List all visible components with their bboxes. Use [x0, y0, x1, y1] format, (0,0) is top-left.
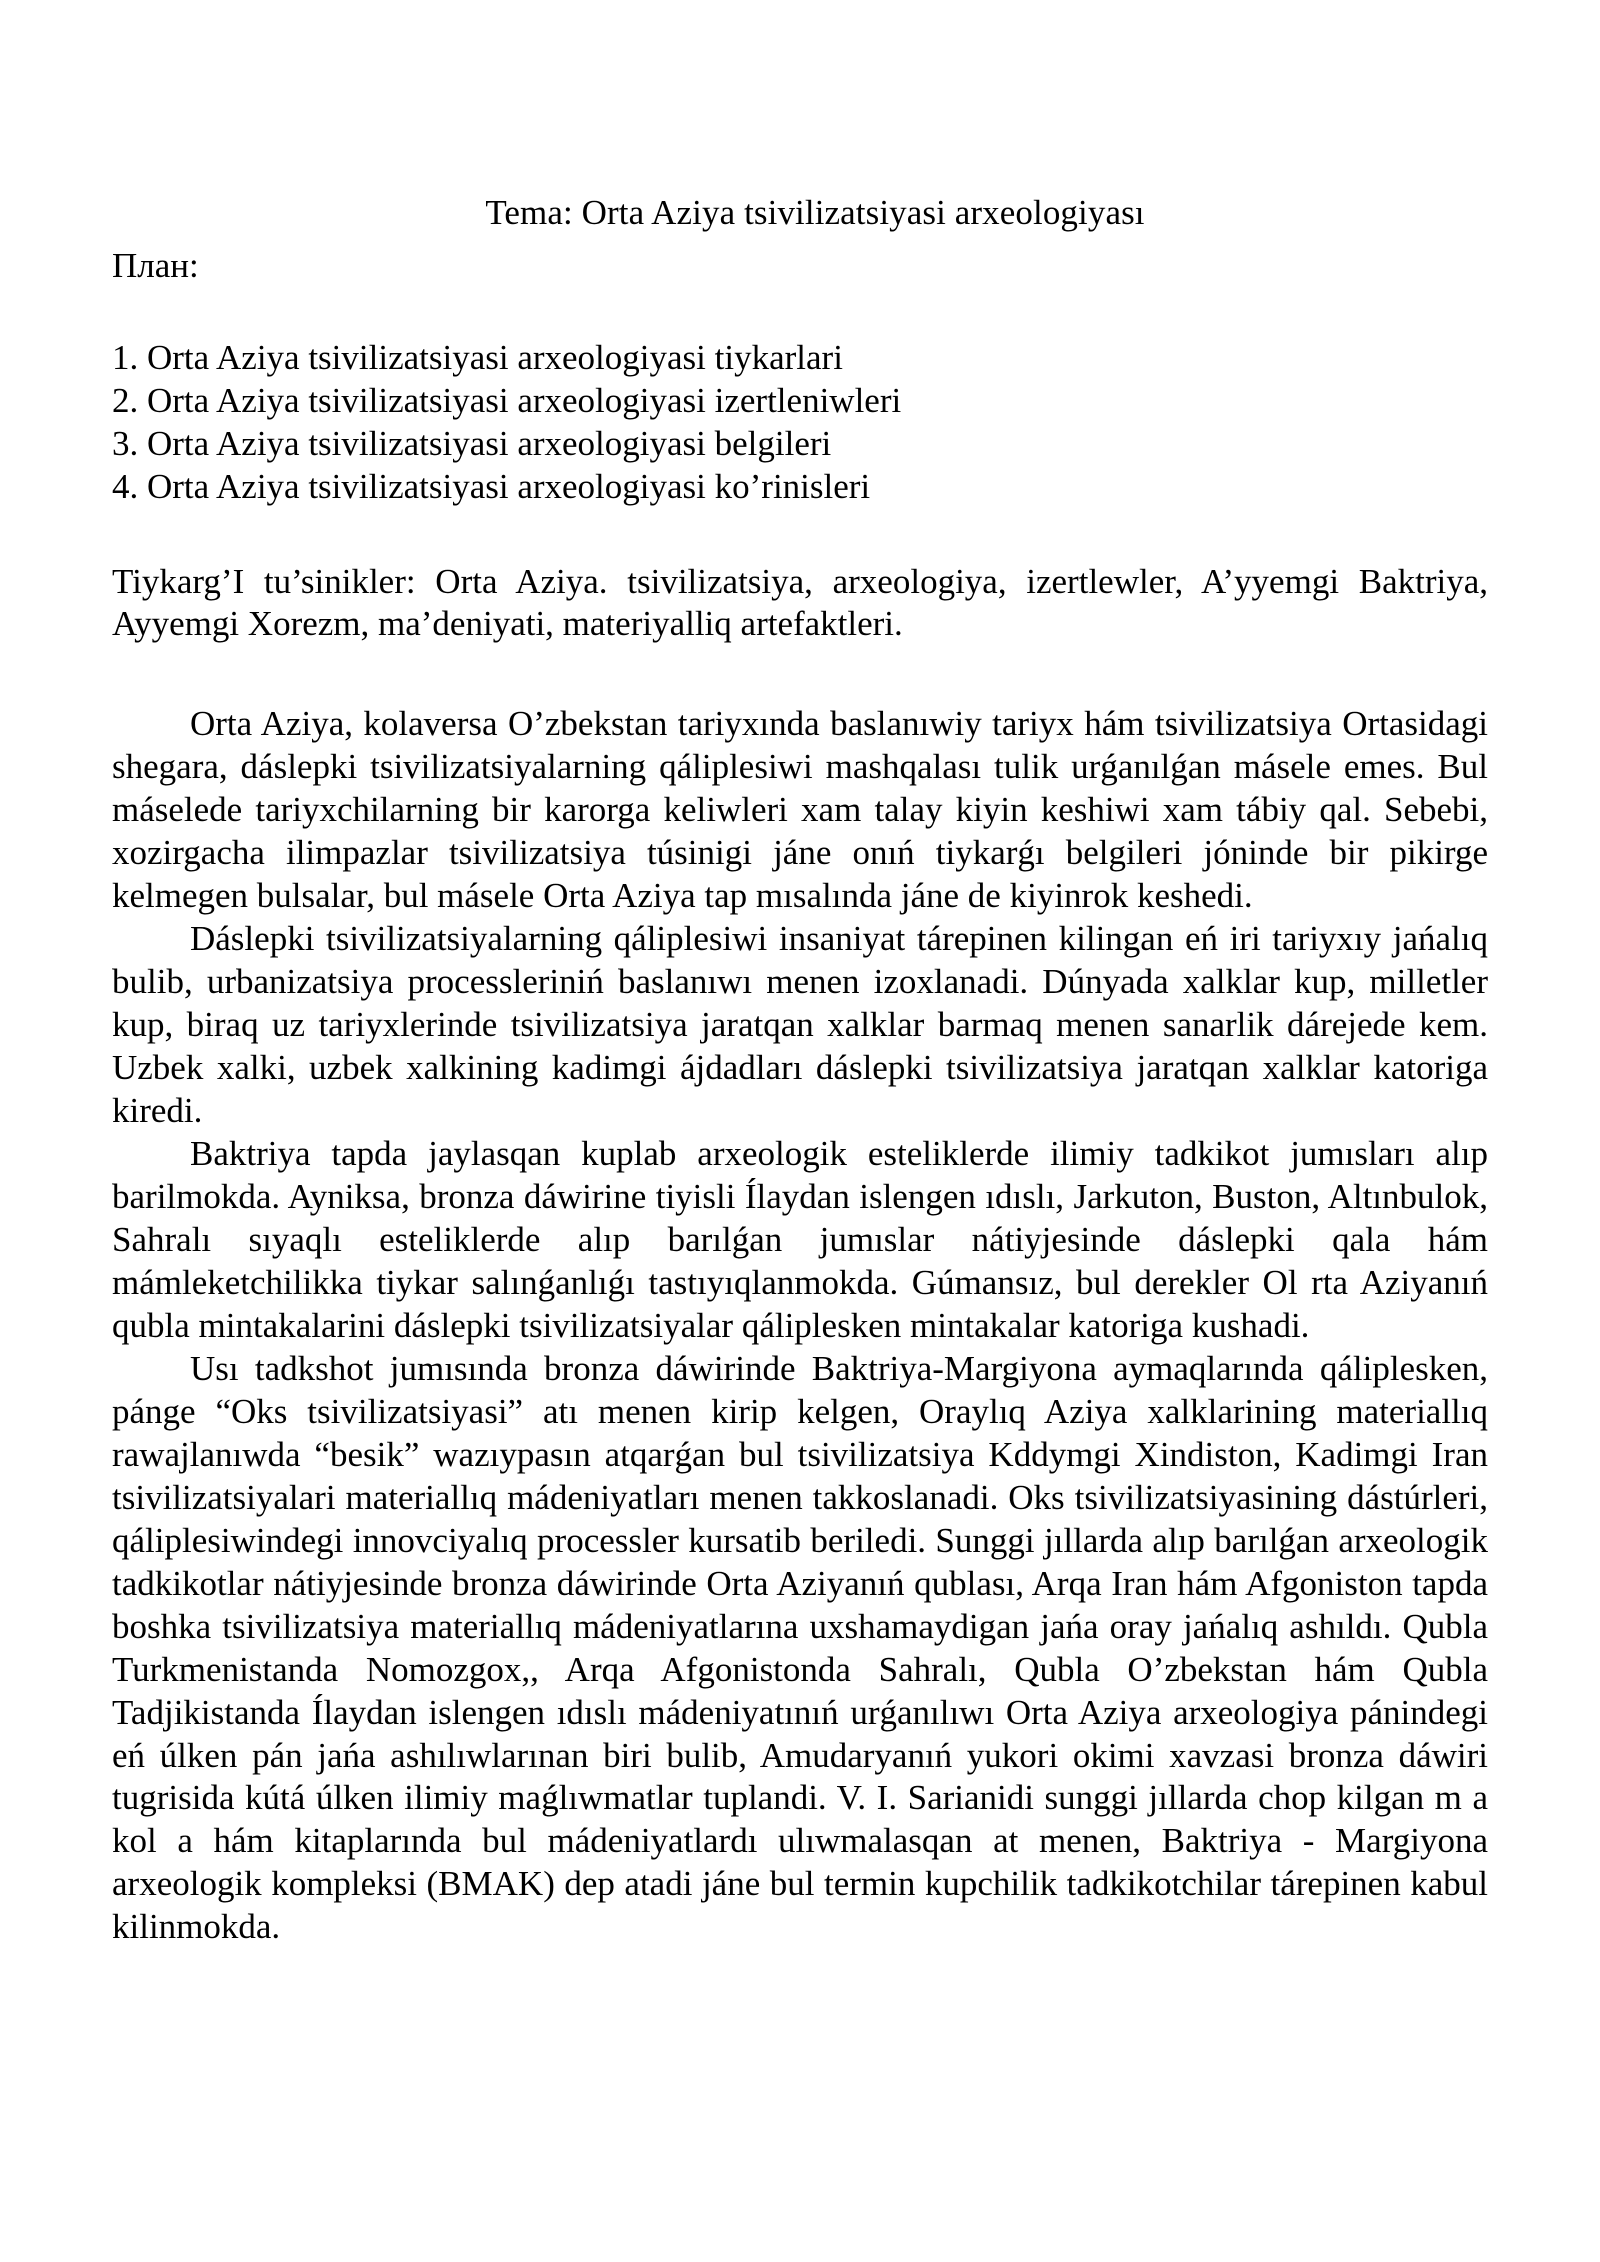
- plan-label: План:: [112, 246, 199, 285]
- plan-list-item: 4. Orta Aziya tsivilizatsiyasi arxeologiyasi ko’rinisleri: [112, 466, 871, 506]
- plan-list-item: 1. Orta Aziya tsivilizatsiyasi arxeologiyasi tiykarlari: [112, 338, 843, 377]
- plan-list-item: 3. Orta Aziya tsivilizatsiyasi arxeologiyasi belgileri: [112, 423, 832, 463]
- body-text: [112, 703, 1488, 1949]
- document-title: Tema: Orta Aziya tsivilizatsiyasi arxeologiyası: [485, 193, 1145, 232]
- keywords-paragraph: Tiykarg’I tu’sinikler: Orta Aziya. tsivilizatsiya, arxeologiya, izertlewler, A’yyemgi Baktriya, Ayyemgi Xorezm, ma’deniyati, materiyalliq artefaktleri.: [112, 561, 1488, 644]
- body-paragraph: Dáslepki tsivilizatsiyalarning qáliplesiwi insaniyat tárepinen kilingan eń iri tariyxıy jańalıq bulib, urbanizatsiya processleriniń baslanıwı menen izoxlanadi. Dúnyada xalklar kup, milletler kup, biraq uz tariyxlerinde tsivilizatsiya jaratqan xalklar barmaq menen sanarlik dárejede kem. Uzbek xalki, uzbek xalkining kadimgi ájdadları dáslepki tsivilizatsiya jaratqan xalklar katoriga kiredi.: [112, 919, 1488, 1130]
- plan-list-item: 2. Orta Aziya tsivilizatsiyasi arxeologiyasi izertleniwleri: [112, 380, 902, 420]
- body-paragraph: Baktriya tapda jaylasqan kuplab arxeologik esteliklerde ilimiy tadkikot jumısları alıp barilmokda. Ayniksa, bronza dáwirine tiyisli Ílaydan islengen ıdıslı, Jarkuton, Buston, Altınbulok, Sahralı sıyaqlı esteliklerde alıp barılǵan jumıslar nátiyjesinde dáslepki qala hám mámleketchilikka tiykar salınǵanlıǵı tastıyıqlanmokda. Gúmansız, bul derekler Ol rta Aziyanıń qubla mintakalarini dáslepki tsivilizatsiyalar qáliplesken mintakalar katoriga kushadi.: [112, 1133, 1488, 1345]
- body-paragraph: Orta Aziya, kolaversa O’zbekstan tariyxında baslanıwiy tariyx hám tsivilizatsiya Ortasidagi shegara, dáslepki tsivilizatsiyalarning qáliplesiwi mashqalası tulik urǵanılǵan másele emes. Bul máselede tariyxchilarning bir karorga keliwleri xam talay kiyin keshiwi xam tábiy qal. Sebebi, xozirgacha ilimpazlar tsivilizatsiya túsinigi jáne onıń tiykarǵı belgileri jóninde bir pikirge kelmegen bulsalar, bul másele Orta Aziya tap mısalında jáne de kiyinrok keshedi.: [112, 704, 1488, 916]
- plan-list: [112, 337, 1488, 509]
- body-paragraph: Usı tadkshot jumısında bronza dáwirinde Baktriya-Margiyona aymaqlarında qáliplesken, pánge “Oks tsivilizatsiyasi” atı menen kirip kelgen, Oraylıq Aziya xalklarining materiallıq rawajlanıwda “besik” wazıypasın atqarǵan bul tsivilizatsiya Kddymgi Xindiston, Kadimgi Iran tsivilizatsiyalari materiallıq mádeniyatları menen takkoslanadi. Oks tsivilizatsiyasining dástúrleri, qáliplesiwindegi innovciyalıq processler kursatib beriledi. Sunggi jıllarda alıp barılǵan arxeologik tadkikotlar nátiyjesinde bronza dáwirinde Orta Aziyanıń qublası, Arqa Iran hám Afgoniston tapda boshka tsivilizatsiya materiallıq mádeniyatlarına uxshamaydigan jańa oray jańalıq ashıldı. Qubla Turkmenistanda Nomozgox,, Arqa Afgonistonda Sahralı, Qubla O’zbekstan hám Qubla Tadjikistanda Ílaydan islengen ıdıslı mádeniyatınıń urǵanılıwı Orta Aziya arxeologiya pánindegi eń úlken pán jańa ashılıwlarınan biri bulib, Amudaryanıń yukori okimi xavzasi bronza dáwiri tugrisida kútá úlken ilimiy maǵlıwmatlar tuplandi. V. I. Sarianidi sunggi jıllarda chop kilgan m a kol a hám kitaplarında bul mádeniyatlardı ulıwmalasqan at menen, Baktriya - Margiyona arxeologik kompleksi (BMAK) dep atadi jáne bul termin kupchilik tadkikotchilar tárepinen kabul kilinmokda.: [112, 1348, 1488, 1947]
